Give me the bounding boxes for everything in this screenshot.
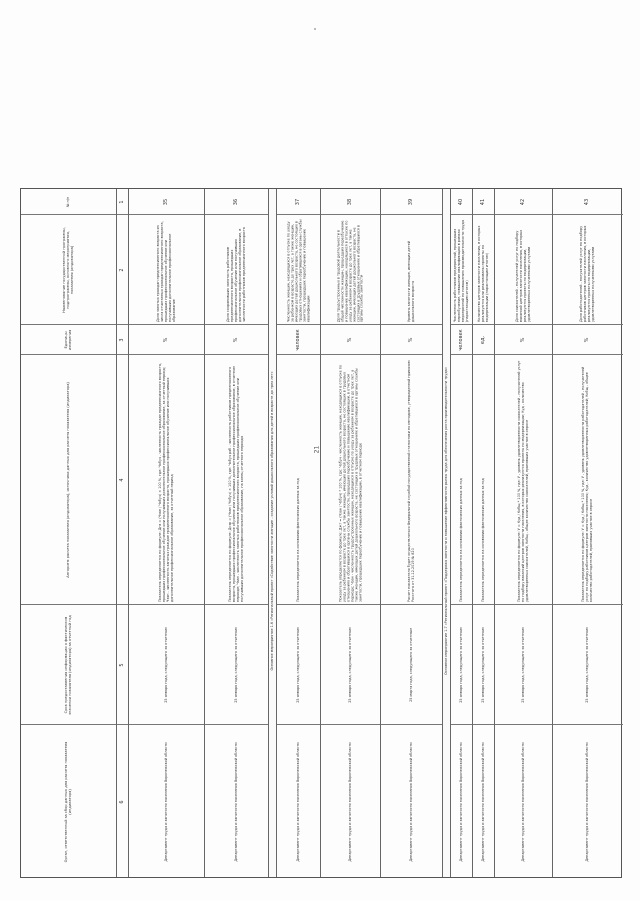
section-heading: Основное мероприятие 1.6 «Региональный проект «Содействие занятости женщин - создание условий дошкольного образования для детей в возрасте до трех лет»	[269, 189, 277, 877]
table-row: 39 Уровень занятости женщин, имеющих детей дошкольного возраста % Расчет показателя будет осуществляться Федеральной службой государственной статистики по методике, утвержденной приказом Росстата от 31.12.2019 № 820 25 марта года, следующего за отчетным Департамент труда и занятости населения Воронежской области	[381, 189, 443, 877]
table-row: 42 Доля соискателей - получателей услуг по подбору вакансий центров занятости населения, в которых реализуются проекты по модернизации, удовлетворенных полученными услугами % Показатель определяется по формуле: У = Куд / Кобщ * 100 %, где: У - уровень удовлетворенности соискателей - получателей услуг по подбору вакансий центров занятости населения, в которых реализуются проекты по модернизации; Куд - количество удовлетворенных соискателей, Кобщ - общее количество соискателей, принявших участие в опросе 25 января года, следующего за отчетным Департамент труда и занятости населения Воронежской области	[495, 189, 553, 877]
header-unit: Единицы измерения	[21, 325, 116, 355]
header-name: Наименование государственной программы, подпрограммы, основного мероприятия, показателя (индикатора)	[21, 215, 116, 325]
header-deadline: Срок предоставления информации о фактическом значении показателя (индикатора) за отчетный год	[21, 605, 116, 725]
section-heading: Основное мероприятие 1.7 «Региональный проект «Поддержка занятости и повышение эффективности рынка труда для обеспечения роста производительности труда»	[443, 189, 451, 877]
table-row: 40 Численность работников предприятий, прошедших переобучение, повышение квалификации в рамках мероприятий по повышению производительности труда (нарастающим итогом) человек Показатель определяется на основании фактических данных за год 25 января года, следующего за отчетным Департамент труда и занятости населения Воронежской области	[451, 189, 473, 877]
scan-dot	[314, 28, 316, 30]
header-no: № п/п	[21, 189, 116, 215]
header-algorithm: Алгоритм расчета показателя (индикатора), источники данных для расчета показателя (индикатора)	[21, 355, 116, 605]
table-row: 43 Доля работодателей - получателей услуг по подбору работников центров занятости населения, в которых реализуются проекты по модернизации, удовлетворенных полученными услугами % Показатель определяется по формуле: У = Куд / Кобщ * 100 %, где: У - уровень удовлетворенности работодателей - получателей услуг по подбору работников центров занятости населения; Куд - количество удовлетворенных работодателей; Кобщ - общее количество работодателей, принявших участие в опросе 25 января года, следующего за отчетным Департамент труда и занятости населения Воронежской области	[553, 189, 623, 877]
table-row: 38 Доля трудоустроенных в трудовой деятельности в общей численности женщин, прошедших переобучение и повышение квалификации, находящихся в отпуске по уходу за ребенком в возрасте до трех лет, а также женщин, имеющих детей дошкольного возраста, не состоящих в трудовых отношениях и обратившихся в органы службы занятости % Показатель определяется по формуле: Джт = (Чзан / Чобуч) * 100 %, где: Чобуч - численность женщин, находящихся в отпуске по уходу за ребенком в возрасте до трех лет, а также женщин, имеющих детей дошкольного возраста, не состоящих в трудовых отношениях и обратившихся в органы службы занятости, прошедших переобучение и повышение квалификации, в отчетном периоде; Чзан - численность трудоустроенных женщин, находящихся в отпуске по уходу за ребенком в возрасте до трех лет, а также женщин, имеющих детей дошкольного возраста, не состоящих в трудовых отношениях и обратившихся в органы службы занятости, прошедших переобучение и повышение квалификации, в отчетном периоде 25 января года, следующего за отчетным Департамент труда и занятости населения Воронежской области	[321, 189, 381, 877]
table-row: 36 Доля сохранивших занятость работников предпенсионного возраста, прошедших профессиональное обучение или получивших дополнительное профессиональное образование, в численности работников предпенсионного возраста % Показатель определяется по формуле: Дсзр = (Чзан / Чобуч) × 100 %, где: Чобуч раб - численность работников предпенсионного возраста, прошедших профессиональное обучение или получивших дополнительное профессиональное образование, в отчетном периоде; Чзан - численность занятых работников предпенсионного возраста, прошедших профессиональное обучение или получивших дополнительное профессиональное образование, на конец отчетного периода 25 января года, следующего за отчетным Департамент труда и занятости населения Воронежской области	[205, 189, 269, 877]
table-row: 35 Доля занятых граждан предпенсионного возраста из числа отчитанных граждан предпенсионного возраста, прошедших профессиональное обучение или получивших дополнительное профессиональное образование % Показатель определяется по формуле: Дпз = (Чзан / Чобуч) × 100 %, где: Чобуч - численность граждан предпенсионного возраста, прошедших профессиональное обучение или получивших дополнительное профессиональное образование, за отчетный период; Чзан - численность занятых граждан предпенсионного возраста, прошедших профессиональное обучение или получивших дополнительное профессиональное образование, за отчетный период 25 января года, следующего за отчетным Департамент труда и занятости населения Воронежской области	[129, 189, 205, 877]
table-row: 37 Численность женщин, находящихся в отпуске по уходу за ребенком в возрасте до трех лет, а также женщин, имеющих детей дошкольного возраста, не состоящих в трудовых отношениях и обратившихся в органы службы занятости, прошедших переобучение и повышение квалификации человек Показатель определяется на основании фактических данных за год 25 января года, следующего за отчетным Департамент труда и занятости населения Воронежской области	[277, 189, 321, 877]
table-row: 41 Количество центров занятости населения, в которых реализуются или реализованы проекты по модернизации (нарастающим итогом) ед. Показатель определяется на основании фактических данных за год 25 января года, следующего за отчетным Департамент труда и занятости населения Воронежской области	[473, 189, 495, 877]
page-number: 21	[313, 445, 321, 454]
header-responsible: Орган, ответственный за сбор данных для расчета показателя (индикатора)	[63, 741, 72, 863]
table-header	[21, 189, 117, 877]
indicator-table	[20, 188, 622, 878]
column-number-row: 1 2 3 4 5 6	[117, 189, 129, 877]
